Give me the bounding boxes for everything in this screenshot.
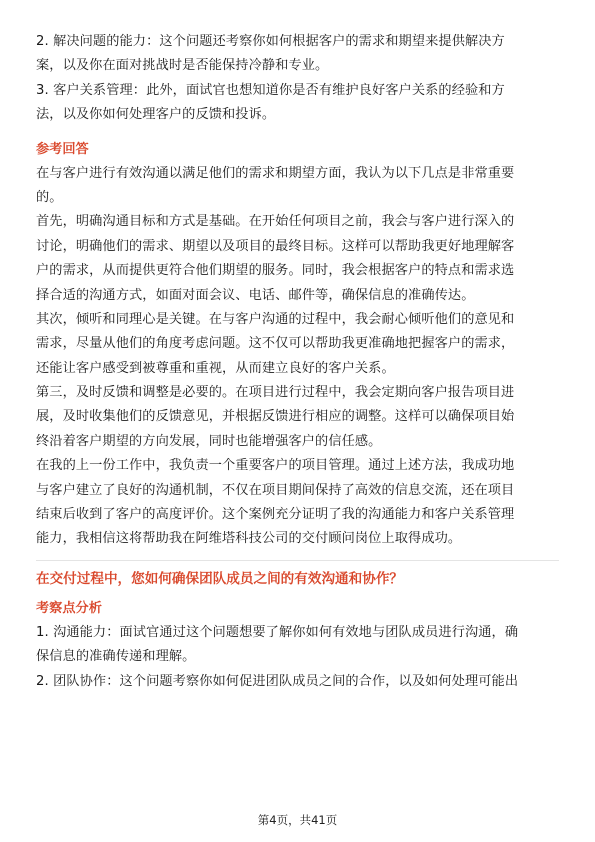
answer-line: 在与客户进行有效沟通以满足他们的需求和期望方面，我认为以下几点是非常重要 [36, 165, 515, 181]
analysis-line: 2. 解决问题的能力：这个问题还考察你如何根据客户的需求和期望来提供解决方 [36, 34, 505, 49]
analysis-line: 2. 团队协作：这个问题考察你如何促进团队成员之间的合作，以及如何处理可能出 [36, 673, 519, 689]
question-section-2 [36, 567, 559, 694]
answer-line: 能力，我相信这将帮助我在阿维塔科技公司的交付顾问岗位上取得成功。 [36, 531, 462, 547]
answer-line: 需求，尽量从他们的角度考虑问题。这不仅可以帮助我更准确地把握客户的需求， [36, 336, 515, 352]
answer-line: 与客户建立了良好的沟通机制，不仅在项目期间保持了高效的信息交流，还在项目 [36, 482, 515, 498]
answer-paragraph [36, 454, 559, 552]
answer-paragraph [36, 162, 559, 211]
answer-line: 户的需求，从而提供更符合他们期望的服务。同时，我会根据客户的特点和需求选 [36, 263, 515, 279]
answer-line: 展，及时收集他们的反馈意见，并根据反馈进行相应的调整。这样可以确保项目始 [36, 409, 515, 425]
analysis-line: 法，以及你如何处理客户的反馈和投诉。 [36, 107, 276, 123]
answer-line: 其次，倾听和同理心是关键。在与客户沟通的过程中，我会耐心倾听他们的意见和 [36, 311, 515, 327]
analysis-line: 保信息的准确传递和理解。 [36, 649, 196, 665]
answer-section [36, 138, 559, 552]
answer-heading: 参考回答 [36, 141, 89, 157]
section-divider [36, 560, 559, 561]
page-number: 第4页，共41页 [257, 813, 338, 827]
answer-paragraph [36, 210, 559, 308]
answer-line: 还能让客户感受到被尊重和重视，从而建立良好的客户关系。 [36, 360, 395, 376]
answer-line: 结束后收到了客户的高度评价。这个案例充分证明了我的沟通能力和客户关系管理 [36, 507, 515, 523]
analysis-line: 1. 沟通能力：面试官通过这个问题想要了解你如何有效地与团队成员进行沟通，确 [36, 624, 519, 640]
answer-paragraph [36, 308, 559, 381]
analysis-line: 案，以及你在面对挑战时是否能保持冷静和专业。 [36, 58, 329, 74]
document-page [36, 30, 559, 694]
answer-line: 择合适的沟通方式，如面对面会议、电话、邮件等，确保信息的准确传达。 [36, 287, 475, 303]
answer-line: 的。 [36, 189, 63, 205]
answer-line: 终沿着客户期望的方向发展，同时也能增强客户的信任感。 [36, 433, 382, 449]
answer-line: 讨论，明确他们的需求、期望以及项目的最终目标。这样可以帮助我更好地理解客 [36, 238, 515, 254]
answer-paragraph [36, 381, 559, 454]
analysis-heading: 考察点分析 [36, 600, 102, 616]
analysis-line: 3. 客户关系管理：此外，面试官也想知道你是否有维护良好客户关系的经验和方 [36, 82, 505, 98]
question-title: 在交付过程中，您如何确保团队成员之间的有效沟通和协作？ [36, 570, 404, 587]
analysis-section-1 [36, 30, 559, 128]
answer-line: 首先，明确沟通目标和方式是基础。在开始任何项目之前，我会与客户进行深入的 [36, 214, 515, 230]
answer-line: 在我的上一份工作中，我负责一个重要客户的项目管理。通过上述方法，我成功地 [36, 458, 515, 474]
answer-line: 第三，及时反馈和调整是必要的。在项目进行过程中，我会定期向客户报告项目进 [36, 385, 515, 401]
